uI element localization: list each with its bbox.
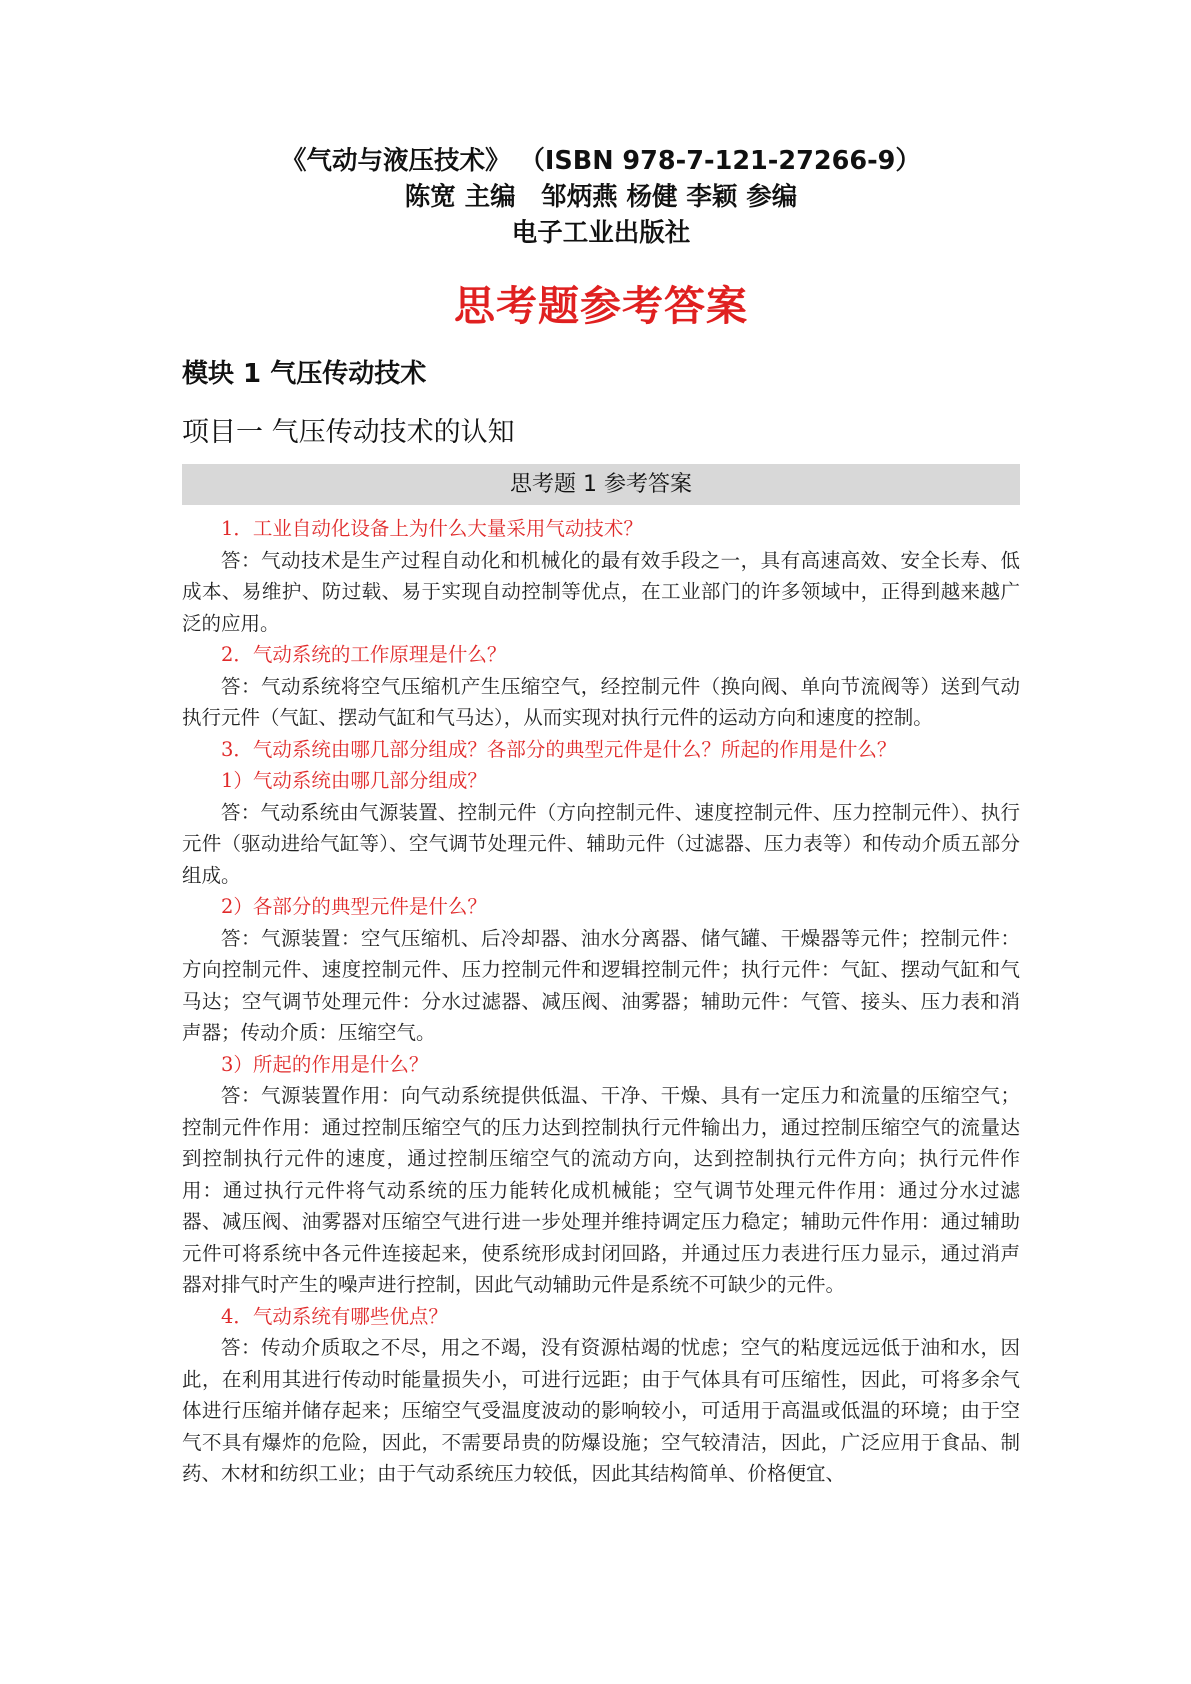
publisher-line: 电子工业出版社 <box>511 218 691 248</box>
answer-3-2: 答：气源装置：空气压缩机、后冷却器、油水分离器、储气罐、干燥器等元件；控制元件：方向控制元件、速度控制元件、压力控制元件和逻辑控制元件；执行元件：气缸、摆动气缸和气马达；空气调节处理元件：分水过滤器、减压阀、油雾器；辅助元件：气管、接头、压力表和消声器；传动介质：压缩空气。 <box>182 926 1020 1044</box>
answer-3-1: 答：气动系统由气源装置、控制元件（方向控制元件、速度控制元件、压力控制元件）、执行元件（驱动进给气缸等）、空气调节处理元件、辅助元件（过滤器、压力表等）和传动介质五部分组成。 <box>182 800 1020 887</box>
section-banner: 思考题 1 参考答案 <box>182 464 1020 505</box>
question-3: 3．气动系统由哪几部分组成？各部分的典型元件是什么？所起的作用是什么？ <box>221 737 897 761</box>
authors-line: 陈宽 主编 邹炳燕 杨健 李颖 参编 <box>404 182 798 212</box>
main-title: 思考题参考答案 <box>454 282 748 330</box>
subquestion-3-1: 1）气动系统由哪几部分组成？ <box>221 769 487 792</box>
page-content <box>182 143 1020 1490</box>
answer-4: 答：传动介质取之不尽，用之不竭，没有资源枯竭的忧虑；空气的粘度远远低于油和水，因此，在利用其进行传动时能量损失小，可进行远距；由于气体具有可压缩性，因此，可将多余气体进行压缩并储存起来；压缩空气受温度波动的影响较小，可适用于高温或低温的环境；由于空气不具有爆炸的危险，因此，不需要昂贵的防爆设施；空气较清洁，因此，广泛应用于食品、制药、木材和纺织工业；由于气动系统压力较低，因此其结构简单、价格便宜、 <box>182 1336 1020 1485</box>
book-title-line: 《气动与液压技术》 （ISBN 978-7-121-27266-9） <box>281 146 921 176</box>
question-4: 4．气动系统有哪些优点？ <box>221 1304 448 1328</box>
subquestion-3-2: 2）各部分的典型元件是什么？ <box>221 895 487 918</box>
answer-3-3: 答：气源装置作用：向气动系统提供低温、干净、干燥、具有一定压力和流量的压缩空气；控制元件作用：通过控制压缩空气的压力达到控制执行元件输出力，通过控制压缩空气的流量达到控制执行元件的速度，通过控制压缩空气的流动方向，达到控制执行元件方向；执行元件作用：通过执行元件将气动系统的压力能转化成机械能；空气调节处理元件作用：通过分水过滤器、减压阀、油雾器对压缩空气进行进一步处理并维持调定压力稳定；辅助元件作用：通过辅助元件可将系统中各元件连接起来，使系统形成封闭回路，并通过压力表进行压力显示，通过消声器对排气时产生的噪声进行控制，因此气动辅助元件是系统不可缺少的元件。 <box>182 1084 1020 1296</box>
question-1: 1．工业自动化设备上为什么大量采用气动技术？ <box>221 517 643 540</box>
module-heading: 模块 1 气压传动技术 <box>182 359 427 389</box>
project-heading: 项目一 气压传动技术的认知 <box>182 417 515 448</box>
subquestion-3-3: 3）所起的作用是什么？ <box>221 1052 429 1076</box>
answer-2: 答：气动系统将空气压缩机产生压缩空气，经控制元件（换向阀、单向节流阀等）送到气动执行元件（气缸、摆动气缸和气马达），从而实现对执行元件的运动方向和速度的控制。 <box>182 674 1020 729</box>
qa-list <box>182 513 1020 1490</box>
answer-1: 答：气动技术是生产过程自动化和机械化的最有效手段之一，具有高速高效、安全长寿、低成本、易维护、防过载、易于实现自动控制等优点，在工业部门的许多领域中，正得到越来越广泛的应用。 <box>182 548 1020 635</box>
question-2: 2．气动系统的工作原理是什么？ <box>221 643 507 666</box>
